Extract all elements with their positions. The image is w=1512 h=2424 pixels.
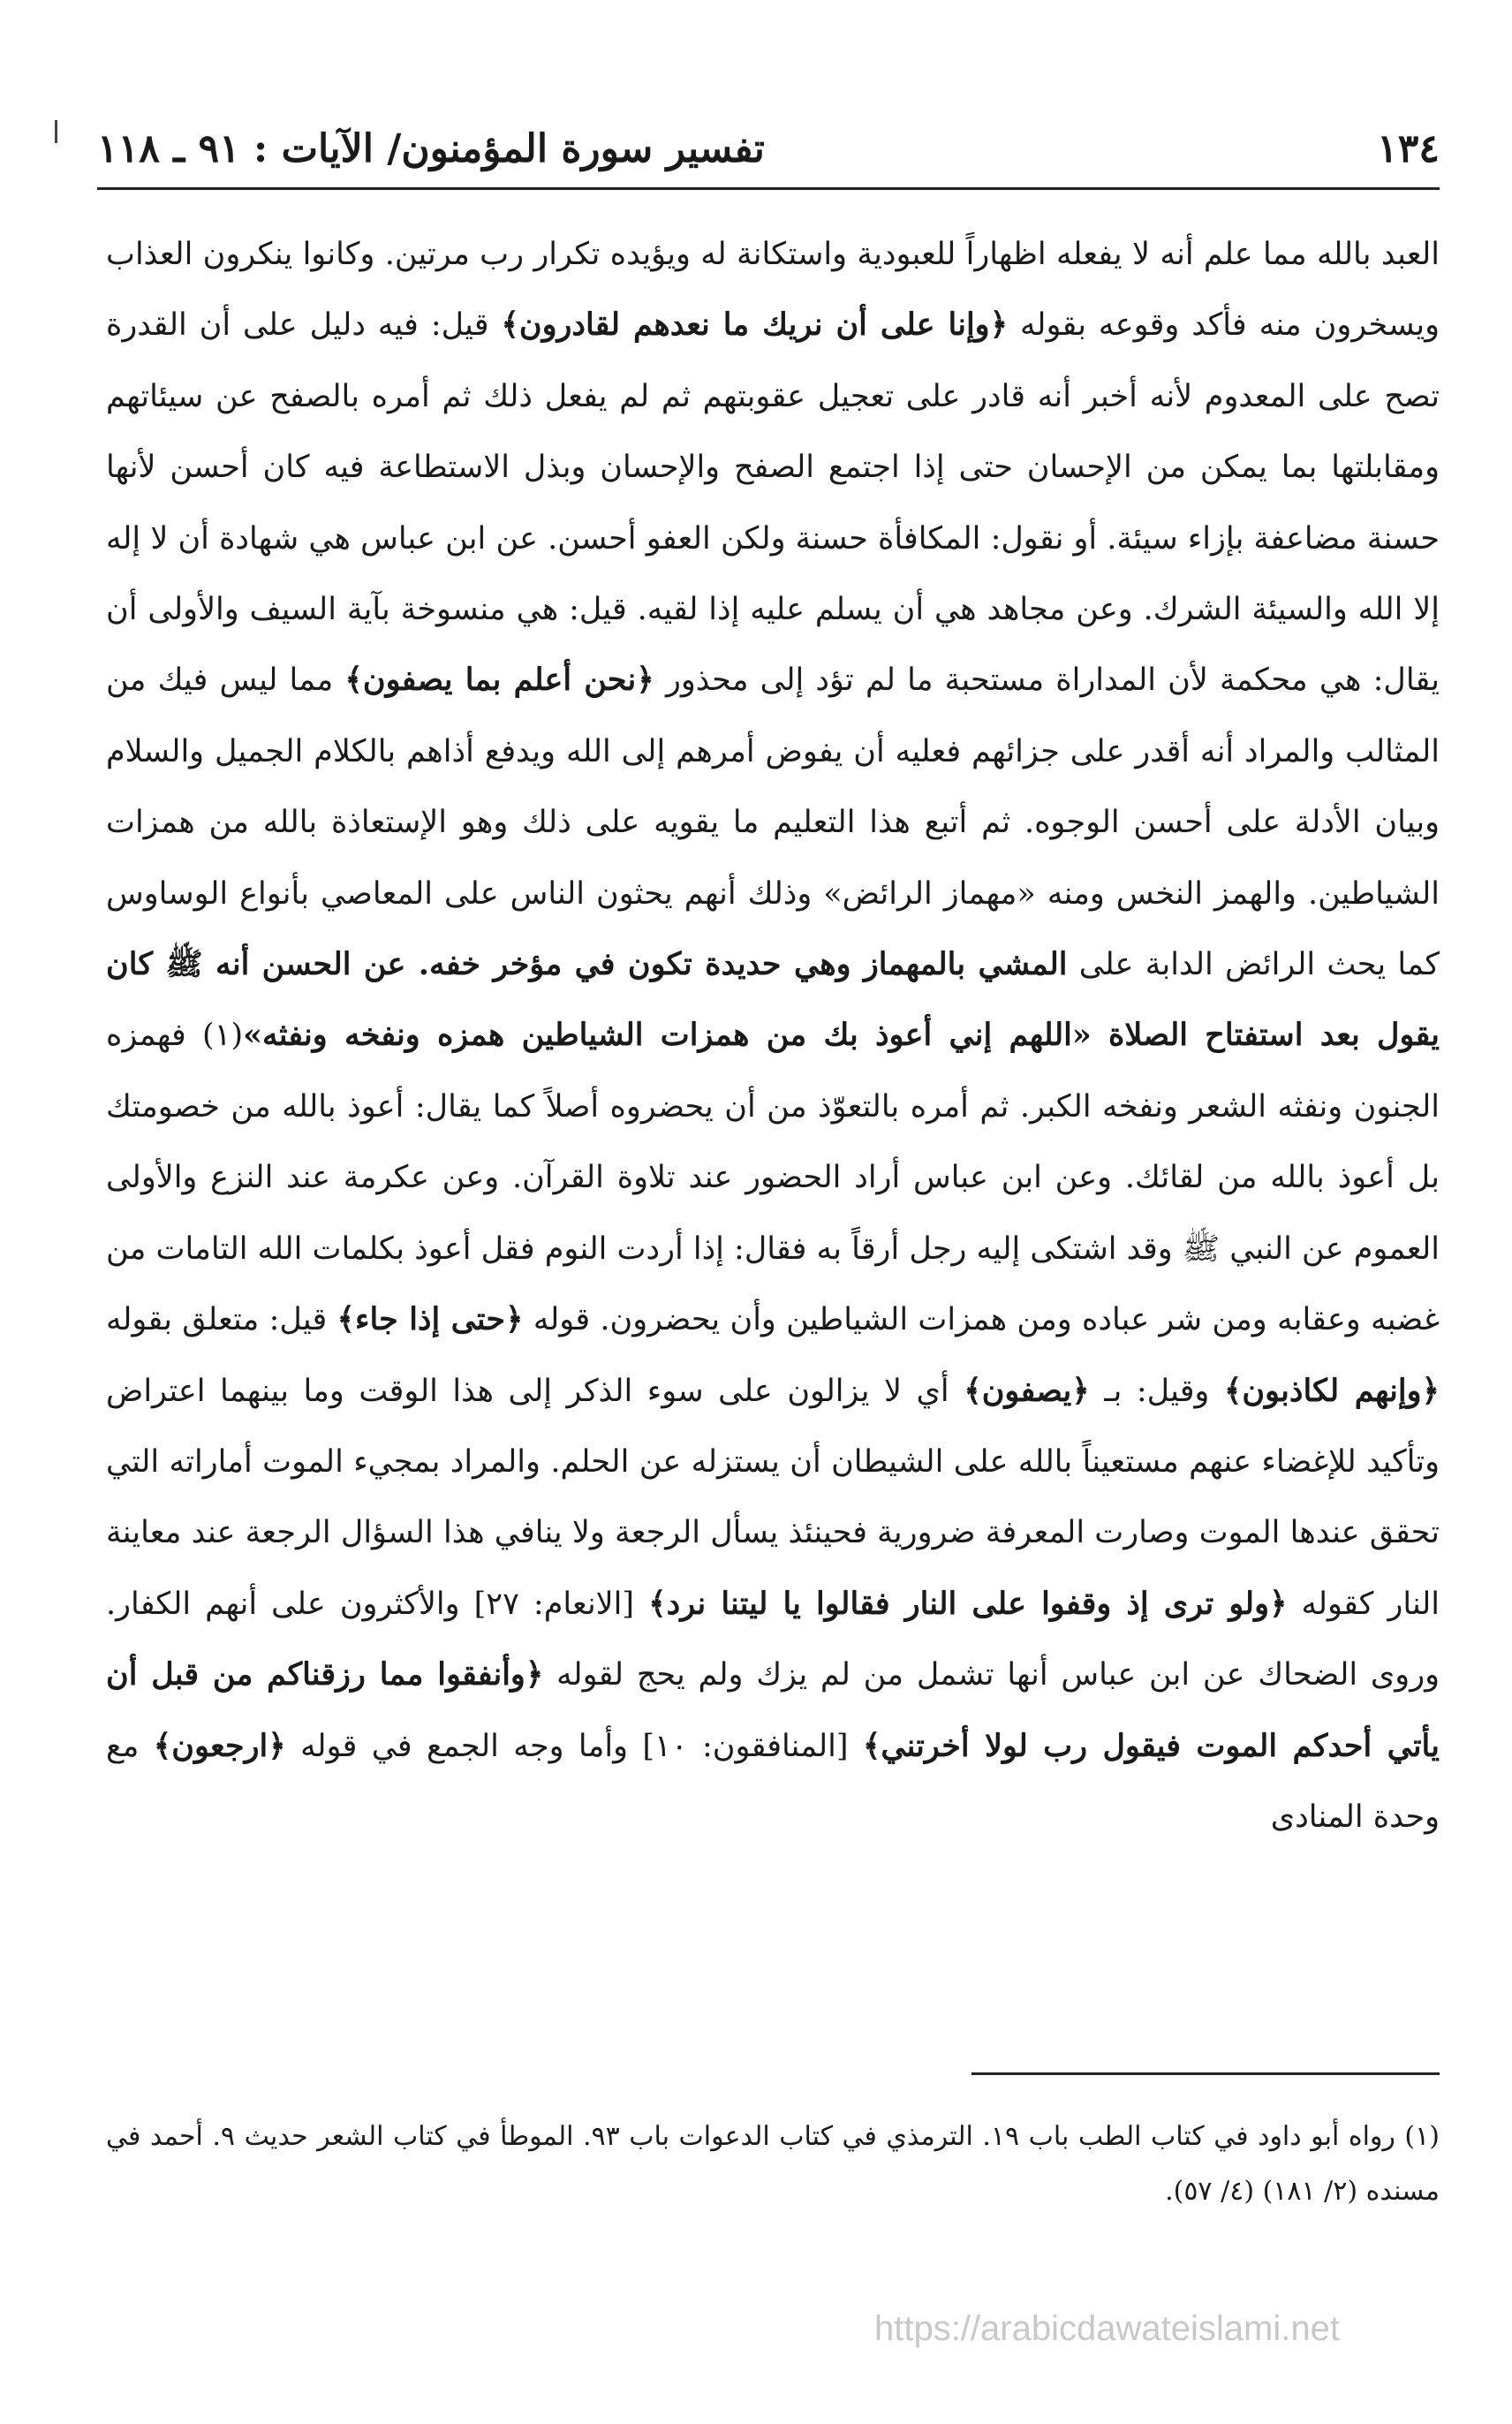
page-number: ١٣٤ xyxy=(1377,125,1440,171)
running-title: تفسير سورة المؤمنون/ الآيات : ٩١ ـ ١١٨ xyxy=(97,125,765,171)
bold-text-run: المشي بالمهماز وهي حديدة تكون في مؤخر خفه. عن الحسن أنه ﷺ كان يقول بعد استفتاح الصلاة «اللهم إني أعوذ بك من همزات الشياطين همزه ونفخه ونفثه» xyxy=(106,946,1440,1054)
text-run: [الانعام: ٢٧] والأكثرون على أنهم الكفار. وروى الضحاك عن ابن عباس أنها تشمل من لم يزك ولم يحج لقوله xyxy=(106,1586,1440,1693)
header-divider xyxy=(97,187,1440,190)
text-run: مما ليس فيك من المثالب والمراد أنه أقدر على جزائهم فعليه أن يفوض أمرهم إلى الله ويدفع أذاهم بالكلام الجميل والسلام وبيان الأدلة على أحسن الوجوه. ثم أتبع هذا التعليم ما يقويه على ذلك وهو الإستعاذة بالله من همزات الشياطين. والهمز النخس ومنه «مهماز الرائض» وذلك أنهم يحثون الناس على المعاصي بأنواع الوساوس كما يحث الرائض الدابة على xyxy=(106,663,1440,983)
text-run: (١) فهمزه الجنون ونفثه الشعر ونفخه الكبر. ثم أمره بالتعوّذ من أن يحضروه أصلاً كما يقال: أعوذ بالله من خصومتك بل أعوذ بالله من لقائك. وعن ابن عباس أراد الحضور عند تلاوة القرآن. وعن عكرمة عند النزع والأولى العموم عن النبي ﷺ وقد اشتكى إليه رجل أرقاً به فقال: إذا أردت النوم فقل أعوذ بكلمات الله التامات من غضبه وعقابه ومن شر عباده ومن همزات الشياطين وأن يحضرون. قوله xyxy=(106,1018,1440,1338)
text-run: وقيل: بـ xyxy=(1089,1373,1224,1409)
footnote-1: (١) رواه أبو داود في كتاب الطب باب ١٩. الترمذي في كتاب الدعوات باب ٩٣. الموطأ في كتاب الشعر حديث ٩. أحمد في مسنده (٢/ ١٨١) (٤/ ٥٧). xyxy=(106,2121,1440,2207)
text-run: قيل: فيه دليل على أن القدرة تصح على المعدوم لأنه أخبر أنه قادر على تعجيل عقوبتهم ثم لم يفعل ذلك ثم أمره بالصفح عن سيئاتهم ومقابلتها بما يمكن من الإحسان حتى إذا اجتمع الصفح والإحسان وبذل الاستطاعة فيه كان أحسن لأنها حسنة مضاعفة بإزاء سيئة. أو نقول: المكافأة حسنة ولكن العفو أحسن. عن ابن عباس هي شهادة أن لا إله إلا الله والسيئة الشرك. وعن مجاهد هي أن يسلم عليه إذا لقيه. قيل: هي منسوخة بآية السيف والأولى أن يقال: هي محكمة لأن المداراة مستحبة ما لم تؤد إلى محذور xyxy=(106,307,1440,699)
bold-text-run: ﴿وأنفقوا مما رزقناكم من قبل أن يأتي أحدكم الموت فيقول رب لولا أخرتني﴾ xyxy=(106,1656,1440,1764)
bold-text-run: ﴿وإنهم لكاذبون﴾ xyxy=(1223,1372,1440,1409)
bold-text-run: ﴿ولو ترى إذ وقفوا على النار فقالوا يا ليتنا نرد﴾ xyxy=(648,1585,1288,1622)
bold-text-run: ﴿يصفون﴾ xyxy=(964,1372,1090,1409)
margin-mark xyxy=(55,120,57,143)
text-run: أي لا يزالون على سوء الذكر إلى هذا الوقت وما بينهما اعتراض وتأكيد للإغضاء عنهم مستعيناً بالله على الشيطان أن يستزله عن الحلم. والمراد بمجيء الموت أماراته التي تحقق عندها الموت وصارت المعرفة ضرورية فحينئذ يسأل الرجعة ولا ينافي هذا السؤال الرجعة عند معاينة النار كقوله xyxy=(106,1373,1440,1622)
bold-text-run: ﴿حتى إذا جاء﴾ xyxy=(336,1301,524,1338)
bold-text-run: ﴿نحن أعلم بما يصفون﴾ xyxy=(344,662,654,699)
text-run: مع وحدة المنادى xyxy=(106,1728,1440,1835)
bold-text-run: ﴿وإنا على أن نريك ما نعدهم لقادرون﴾ xyxy=(501,307,1009,344)
main-text xyxy=(106,219,1440,1852)
text-run: العبد بالله مما علم أنه لا يفعله اظهاراً للعبودية واستكانة له ويؤيده تكرار رب مرتين. وكانوا ينكرون العذاب ويسخرون منه فأكد وقوعه بقوله xyxy=(106,237,1440,344)
footnote-divider xyxy=(971,2072,1440,2075)
text-run: [المنافقون: ١٠] وأما وجه الجمع في قوله xyxy=(285,1728,863,1764)
watermark-url: https://arabicdawateislami.net xyxy=(874,2309,1340,2348)
body-paragraph xyxy=(106,219,1440,1852)
footnotes xyxy=(106,2110,1440,2219)
bold-text-run: ﴿ارجعون﴾ xyxy=(153,1727,286,1764)
page-header xyxy=(97,113,1440,184)
text-run: قيل: متعلق بقوله xyxy=(106,1302,337,1338)
